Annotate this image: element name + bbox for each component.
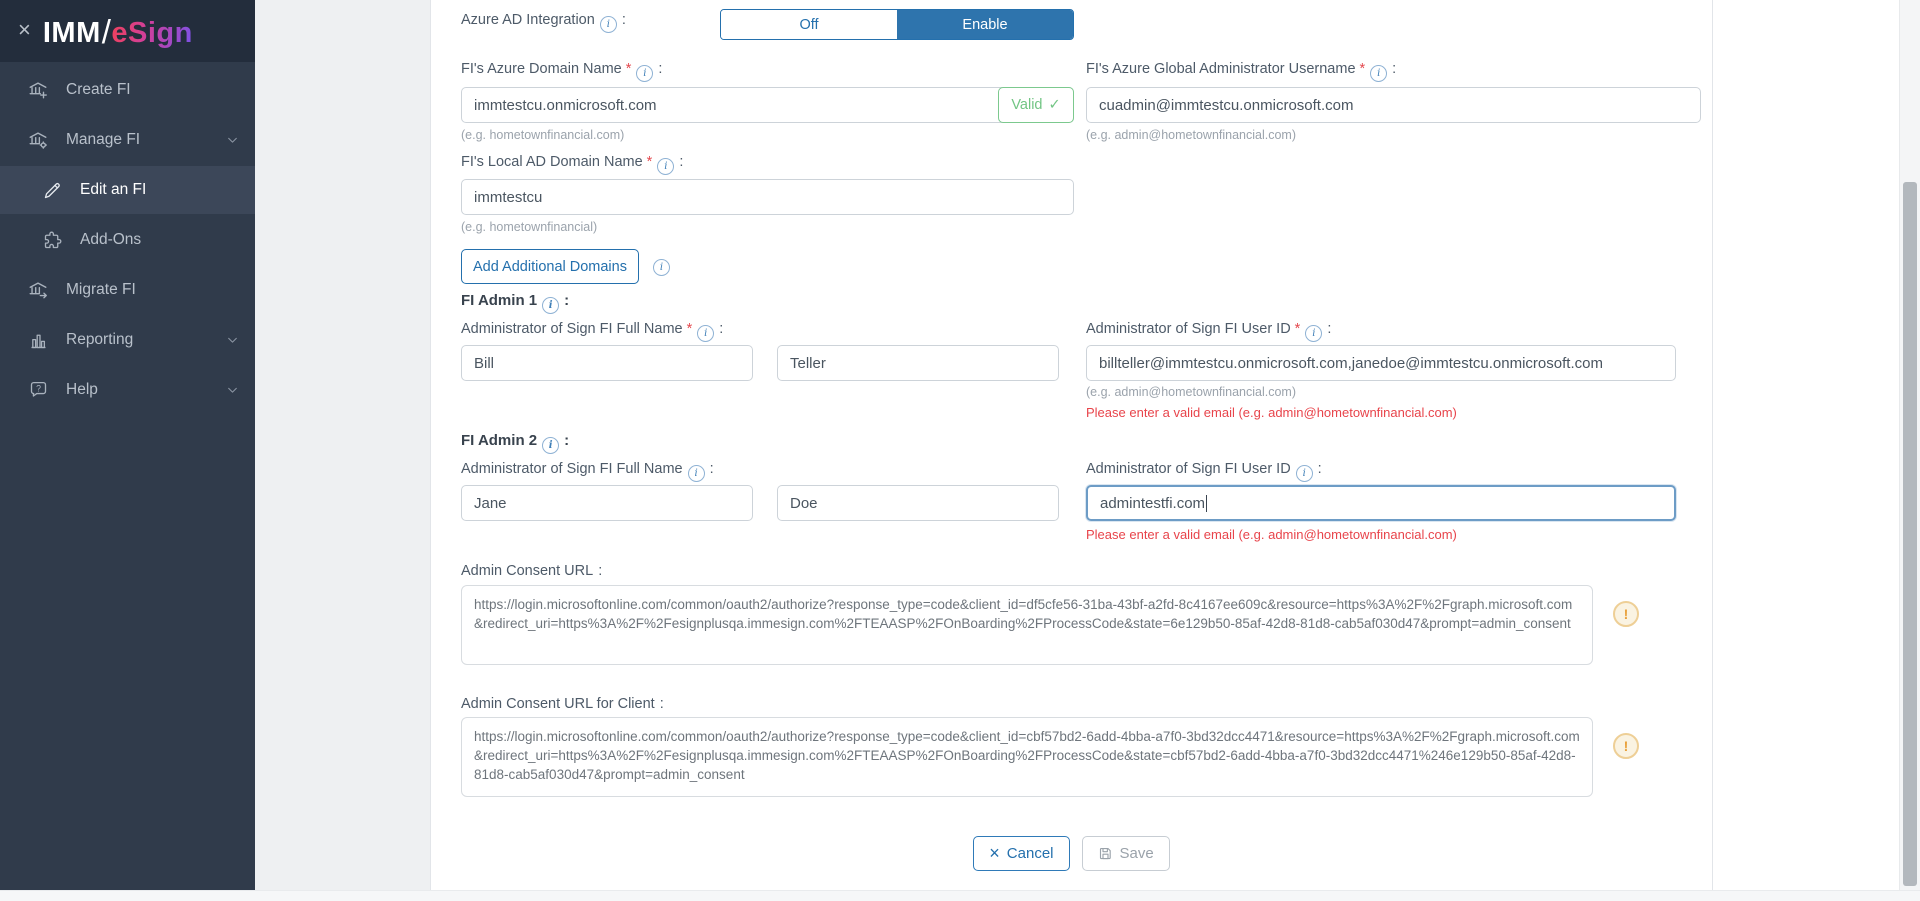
fi-admin2-section-label: FI Admin 2 i : xyxy=(461,432,569,454)
info-icon[interactable]: i xyxy=(636,65,653,82)
azure-domain-input[interactable] xyxy=(461,87,1074,123)
sidebar-item-help[interactable] xyxy=(0,366,255,414)
puzzle-icon xyxy=(40,228,64,252)
sidebar-logo-bar xyxy=(0,0,255,62)
close-icon: × xyxy=(989,842,1000,863)
text-caret xyxy=(1206,495,1207,512)
info-icon[interactable]: i xyxy=(657,158,674,175)
logo-esign: eSign xyxy=(111,17,193,49)
svg-text:?: ? xyxy=(35,383,41,394)
sidebar-item-manage-fi[interactable] xyxy=(0,116,255,164)
sidebar-item-label: Edit an FI xyxy=(80,181,147,198)
required-mark: * xyxy=(646,154,653,170)
vertical-scrollbar-thumb[interactable] xyxy=(1903,182,1917,886)
admin2-user-id-label: Administrator of Sign FI User ID i : xyxy=(1086,461,1322,482)
horizontal-scrollbar-track[interactable] xyxy=(0,890,1920,901)
add-additional-domains-button[interactable]: Add Additional Domains xyxy=(461,249,639,284)
save-button[interactable]: Save xyxy=(1082,836,1170,871)
required-mark: * xyxy=(1359,61,1366,77)
sidebar-nav xyxy=(0,62,255,414)
sidebar-item-add-ons[interactable] xyxy=(0,216,255,264)
azure-domain-field-wrap xyxy=(461,87,1074,123)
azure-domain-label: FI's Azure Domain Name * i : xyxy=(461,61,662,82)
local-ad-domain-hint: (e.g. hometownfinancial) xyxy=(461,220,598,234)
info-icon[interactable]: i xyxy=(542,437,559,454)
toggle-enable-option[interactable]: Enable xyxy=(897,10,1073,39)
admin-consent-url-box[interactable]: https://login.microsoftonline.com/common/oauth2/authorize?response_type=code&client_id=df5cfe56-31ba-43bf-a2fd-8c4167ee609c&resource=https%3A%2F%2Fgraph.microsoft.com&redirect_uri=https%3A%2F%2Fesignplusqa.immesign.com%2FTEAASP%2FOnBoarding%2FProcessCode&state=6e129b50-85af-42d8-81d8-cab5af030d47&prompt=admin_consent xyxy=(461,585,1593,665)
toggle-off-option[interactable]: Off xyxy=(721,10,897,39)
required-mark: * xyxy=(686,321,693,337)
admin-consent-url-label: Admin Consent URL : xyxy=(461,563,603,579)
sidebar-item-label: Help xyxy=(66,381,98,398)
sidebar-item-label: Reporting xyxy=(66,331,134,348)
info-icon[interactable]: i xyxy=(1370,65,1387,82)
bank-plus-icon xyxy=(26,78,50,102)
admin2-first-name-input[interactable] xyxy=(461,485,753,521)
info-icon[interactable]: i xyxy=(542,297,559,314)
sidebar-item-label: Add-Ons xyxy=(80,231,142,248)
info-icon[interactable]: i xyxy=(1296,465,1313,482)
logo-slash: / xyxy=(101,13,112,50)
admin-consent-url-client-label: Admin Consent URL for Client : xyxy=(461,696,664,712)
sidebar-item-reporting[interactable] xyxy=(0,316,255,364)
help-bubble-icon xyxy=(26,378,50,402)
fi-admin1-section-label: FI Admin 1 i : xyxy=(461,292,569,314)
sidebar-item-edit-an-fi[interactable] xyxy=(0,166,255,214)
admin1-full-name-label: Administrator of Sign FI Full Name * i : xyxy=(461,321,723,342)
sidebar-item-create-fi[interactable] xyxy=(0,66,255,114)
admin1-user-id-label: Administrator of Sign FI User ID * i : xyxy=(1086,321,1331,342)
logo-imm: IMM xyxy=(42,17,101,49)
info-icon[interactable]: i xyxy=(1305,325,1322,342)
save-disk-icon xyxy=(1098,846,1113,861)
azure-ad-toggle xyxy=(720,9,1074,40)
admin1-last-name-input[interactable] xyxy=(777,345,1059,381)
azure-admin-username-input[interactable] xyxy=(1086,87,1701,123)
required-mark: * xyxy=(1294,321,1301,337)
warning-icon[interactable]: ! xyxy=(1613,733,1639,759)
admin1-user-id-input[interactable] xyxy=(1086,345,1676,381)
admin-consent-url-client-box[interactable]: https://login.microsoftonline.com/common/oauth2/authorize?response_type=code&client_id=cbf57bd2-6add-4bba-a7f0-3bd32dcc4471&resource=https%3A%2F%2Fgraph.microsoft.com&redirect_uri=https%3A%2F%2Fesignplusqa.immesign.com%2FTEAASP%2FOnBoarding%2FProcessCode&state=cbf57bd2-6add-4bba-a7f0-3bd32dcc4471%246e129b50-85af-42d8-81d8-cab5af030d47&prompt=admin_consent xyxy=(461,717,1593,797)
admin2-full-name-label: Administrator of Sign FI Full Name i : xyxy=(461,461,714,482)
local-ad-domain-input[interactable] xyxy=(461,179,1074,215)
sidebar-item-label: Manage FI xyxy=(66,131,141,148)
app-logo xyxy=(43,12,193,50)
admin2-user-id-input[interactable]: admintestfi.com xyxy=(1086,485,1676,521)
chevron-down-icon xyxy=(226,134,239,147)
chevron-down-icon xyxy=(226,334,239,347)
required-mark: * xyxy=(625,61,632,77)
warning-icon[interactable]: ! xyxy=(1613,601,1639,627)
vertical-scrollbar-track[interactable] xyxy=(1899,0,1920,890)
sidebar-item-label: Migrate FI xyxy=(66,281,136,298)
info-icon[interactable]: i xyxy=(688,465,705,482)
edit-fi-form-card xyxy=(430,0,1713,890)
bar-chart-icon xyxy=(26,328,50,352)
admin2-user-id-error: Please enter a valid email (e.g. admin@hometownfinancial.com) xyxy=(1086,527,1457,542)
sidebar-item-migrate-fi[interactable] xyxy=(0,266,255,314)
local-ad-domain-label: FI's Local AD Domain Name * i : xyxy=(461,154,683,175)
azure-ad-integration-label: Azure AD Integration i : xyxy=(461,12,626,33)
content-background xyxy=(255,0,430,890)
bank-gear-icon xyxy=(26,128,50,152)
info-icon[interactable]: i xyxy=(600,16,617,33)
sidebar xyxy=(0,0,255,890)
admin1-user-id-error: Please enter a valid email (e.g. admin@hometownfinancial.com) xyxy=(1086,405,1457,420)
admin2-last-name-input[interactable] xyxy=(777,485,1059,521)
valid-badge: Valid ✓ xyxy=(998,87,1074,123)
bank-arrow-icon xyxy=(26,278,50,302)
info-icon[interactable]: i xyxy=(697,325,714,342)
sidebar-close-icon[interactable]: × xyxy=(18,17,31,42)
azure-admin-username-hint: (e.g. admin@hometownfinancial.com) xyxy=(1086,128,1297,142)
info-icon[interactable]: i xyxy=(653,259,670,276)
pencil-icon xyxy=(40,178,64,202)
cancel-button[interactable]: × Cancel xyxy=(973,836,1069,871)
azure-admin-username-label: FI's Azure Global Administrator Username * i : xyxy=(1086,61,1396,82)
admin1-first-name-input[interactable] xyxy=(461,345,753,381)
chevron-down-icon xyxy=(226,384,239,397)
check-icon: ✓ xyxy=(1048,97,1061,113)
sidebar-item-label: Create FI xyxy=(66,81,131,98)
form-actions xyxy=(431,836,1712,871)
azure-domain-hint: (e.g. hometownfinancial.com) xyxy=(461,128,625,142)
admin1-user-id-hint: (e.g. admin@hometownfinancial.com) xyxy=(1086,385,1297,399)
